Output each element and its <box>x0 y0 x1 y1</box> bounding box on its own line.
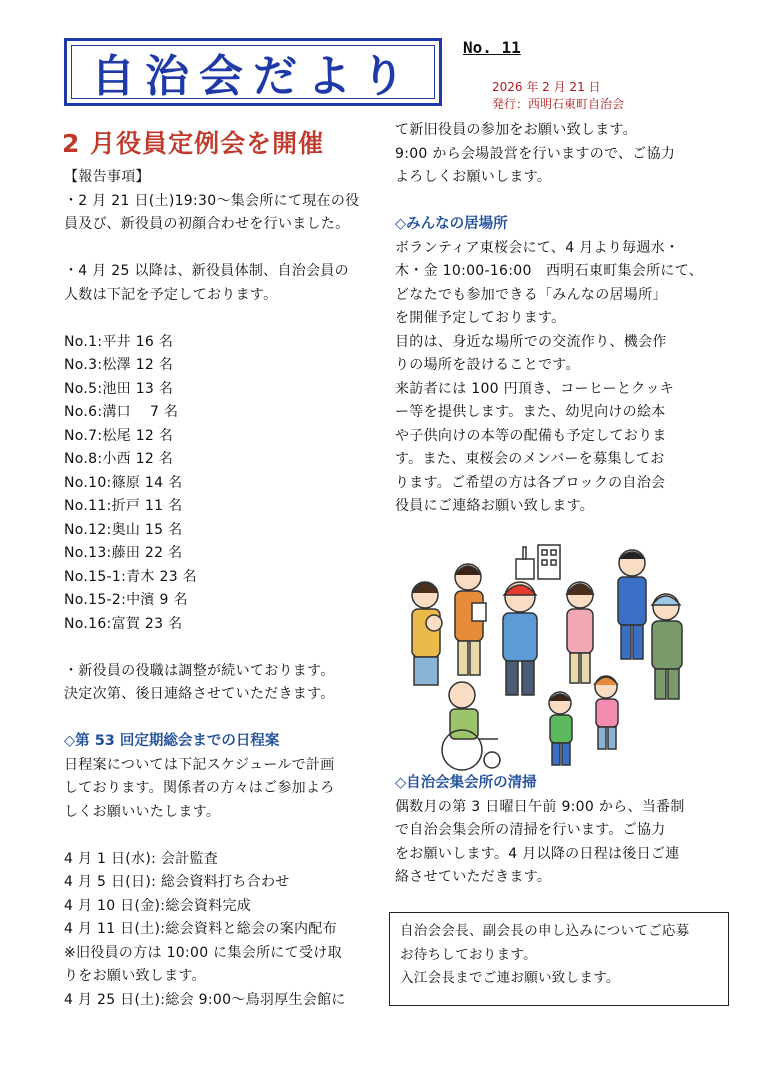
member-item: No.6:溝口 7 名 <box>64 404 179 420</box>
cleaning-heading: ◇自治会集会所の清掃 <box>395 775 537 791</box>
helmet-worker-figure <box>652 594 682 699</box>
schedule-item: 4 月 10 日(金):総会資料完成 <box>64 897 252 914</box>
woman-with-baby-figure <box>412 582 442 685</box>
notice-line: 自治会会長、副会長の申し込みについてご応募 <box>400 923 690 939</box>
blank-line <box>64 824 374 848</box>
elder-in-wheelchair-figure <box>442 682 500 770</box>
ibasho-heading: ◇みんなの居場所 <box>395 216 508 232</box>
cleaning-section <box>395 772 725 890</box>
report-line: 員及び、新役員の初顔合わせを行いました。 <box>64 216 350 232</box>
masthead-frame <box>71 45 435 102</box>
issue-date: 2026 年 2 月 21 日 <box>492 80 601 94</box>
schedule-intro: しくお願いいたします。 <box>64 803 221 820</box>
child-girl-figure <box>594 676 618 749</box>
cleaning-line: 偶数月の第 3 日曜日午前 9:00 から、当番制 <box>395 798 685 815</box>
notice-line: お待ちしております。 <box>400 946 537 963</box>
schedule-item: 4 月 25 日(土):総会 9:00～鳥羽厚生会館に <box>64 991 346 1008</box>
ibasho-line: 役員にご連絡お願い致します。 <box>395 498 595 514</box>
member-item: No.16:富賀 23 名 <box>64 615 183 632</box>
woman-with-clipboard-figure <box>455 564 486 675</box>
schedule-item: ※旧役員の方は 10:00 に集会所にて受け取 <box>64 944 342 961</box>
cleaning-line: をお願いします。4 月以降の日程は後日ご連 <box>395 845 680 862</box>
issue-publisher: 発行：西明石東町自治会 <box>492 97 625 111</box>
report-line: ・2 月 21 日(土)19:30～集会所にて現在の役 <box>64 192 360 209</box>
headline: 2 月役員定例会を開催 <box>62 129 325 158</box>
masthead <box>64 38 442 106</box>
schedule-intro: 日程案については下記スケジュールで計画 <box>64 756 335 773</box>
ibasho-line: を開催予定しております。 <box>395 310 566 326</box>
schedule-heading: ◇第 53 回定期総会までの日程案 <box>64 733 280 749</box>
community-people-illustration <box>400 535 700 775</box>
ibasho-line: す。また、東桜会のメンバーを募集してお <box>395 451 665 467</box>
ibasho-line: 目的は、身近な場所での交流作り、機会作 <box>395 333 667 350</box>
left-column <box>64 166 374 1012</box>
member-item: No.15-1:青木 23 名 <box>64 568 197 585</box>
ibasho-line: りの場所を設けることです。 <box>395 357 580 373</box>
schedule-continued: 9:00 から会場設営を行いますので、ご協力 <box>395 145 676 162</box>
blank-line <box>64 237 374 261</box>
right-column <box>395 119 725 519</box>
blank-line <box>395 190 725 214</box>
building-icon <box>516 545 560 579</box>
blank-line <box>64 307 374 331</box>
member-list <box>64 331 374 637</box>
cleaning-line: 絡させていただきます。 <box>395 869 552 885</box>
ibasho-line: や子供向けの本等の配備も予定しておりま <box>395 427 667 444</box>
member-item: No.8:小西 12 名 <box>64 451 174 467</box>
worker-man-figure <box>503 582 537 695</box>
report-line: ・新役員の役職は調整が続いております。 <box>64 662 335 679</box>
schedule-item: 4 月 11 日(土):総会資料と総会の案内配布 <box>64 921 337 937</box>
ibasho-line: どなたでも参加できる「みんなの居場所」 <box>395 286 667 303</box>
woman-pink-figure <box>566 582 594 683</box>
ibasho-line: ボランティア東桜会にて、4 月より毎週水・ <box>395 239 680 256</box>
ibasho-line: ー等を提供します。また、幼児向けの絵本 <box>395 404 666 420</box>
schedule-intro: しております。関係者の方々はご参加よろ <box>64 780 335 796</box>
schedule-list <box>64 848 374 1013</box>
schedule-item: りをお願い致します。 <box>64 968 206 984</box>
cleaning-line: で自治会集会所の清掃を行います。ご協力 <box>395 822 666 838</box>
ibasho-line: ります。ご希望の方は各ブロックの自治会 <box>395 474 666 491</box>
blank-line <box>64 636 374 660</box>
member-item: No.15-2:中濱 9 名 <box>64 592 188 608</box>
member-item: No.12:奥山 15 名 <box>64 521 183 538</box>
report-line: 人数は下記を予定しております。 <box>64 286 278 303</box>
schedule-continued: よろしくお願いします。 <box>395 169 552 185</box>
report-line: ・4 月 25 以降は、新役員体制、自治会員の <box>64 263 349 279</box>
member-item: No.13:藤田 22 名 <box>64 545 183 561</box>
report-heading: 【報告事項】 <box>64 169 150 185</box>
notice-line: 入江会長までご連お願い致します。 <box>400 970 620 986</box>
member-item: No.11:折戸 11 名 <box>64 498 183 514</box>
man-in-suit-figure <box>618 550 646 659</box>
member-item: No.1:平井 16 名 <box>64 333 174 350</box>
newsletter-title: 自治会だより <box>91 51 415 102</box>
child-boy-figure <box>549 692 572 765</box>
schedule-item: 4 月 1 日(水): 会計監査 <box>64 850 219 867</box>
schedule-continued: て新旧役員の参加をお願い致します。 <box>395 122 637 138</box>
member-item: No.7:松尾 12 名 <box>64 427 174 444</box>
schedule-item: 4 月 5 日(日): 総会資料打ち合わせ <box>64 874 290 890</box>
ibasho-line: 来訪者には 100 円頂き、コーヒーとクッキ <box>395 380 675 397</box>
member-item: No.3:松澤 12 名 <box>64 357 174 373</box>
member-item: No.5:池田 13 名 <box>64 380 174 397</box>
issue-number: No. 11 <box>463 38 521 57</box>
notice-box <box>389 912 729 1006</box>
blank-line <box>64 707 374 731</box>
member-item: No.10:篠原 14 名 <box>64 474 183 491</box>
ibasho-line: 木・金 10:00-16:00 西明石東町集会所にて、 <box>395 263 704 279</box>
report-line: 決定次第、後日連絡させていただきます。 <box>64 686 335 702</box>
